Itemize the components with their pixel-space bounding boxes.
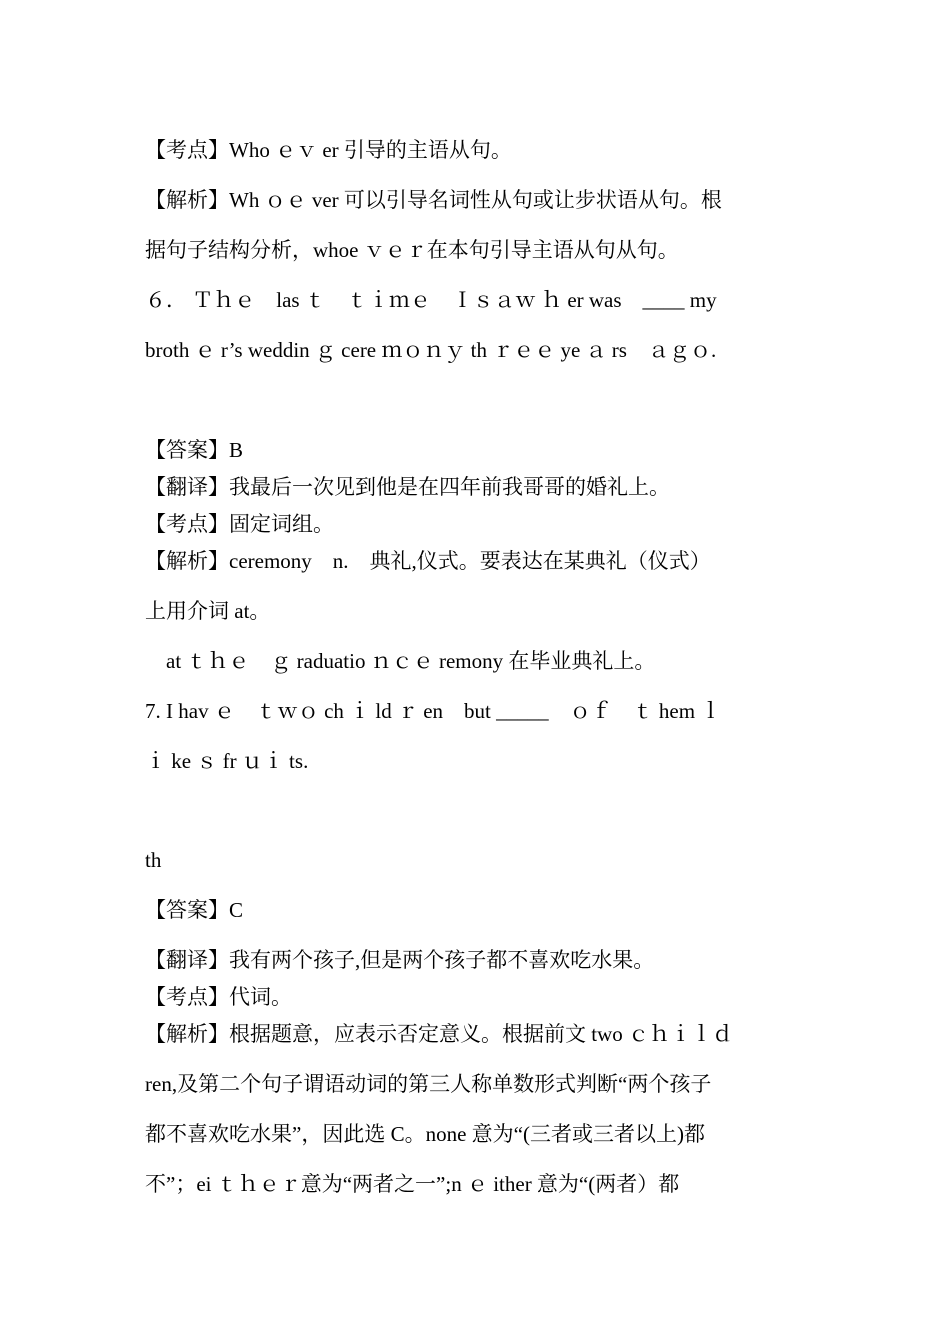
- line-daan-q6: [145, 437, 810, 463]
- text: broth ｅ r’s weddin ｇ cere ｍｏｎｙ th ｒｅｅ ye ａ rs ａｇｏ.: [145, 338, 717, 362]
- text: 据句子结构分析，whoe ｖｅｒ在本句引导主语从句从句。: [145, 238, 679, 262]
- text: 【考点】代词。: [145, 985, 292, 1009]
- line-fanyi-q7: [145, 947, 810, 973]
- question-6-line1: [145, 287, 810, 313]
- line-kaodian-q7: [145, 984, 810, 1010]
- text: 【翻译】我最后一次见到他是在四年前我哥哥的婚礼上。: [145, 475, 670, 499]
- text: 不”；ei ｔｈｅｒ意为“两者之一”;n ｅ ither 意为“(两者）都: [145, 1172, 680, 1196]
- line-jiexi-q7-cont3: [145, 1171, 810, 1197]
- line-example-q6: [145, 648, 810, 674]
- line-daan-q7: [145, 897, 810, 923]
- text: 【解析】Wh ｏｅ ver 可以引导名词性从句或让步状语从句。根: [145, 188, 722, 212]
- line-jiexi-q5: [145, 187, 810, 213]
- line-jiexi-q5-cont: [145, 237, 810, 263]
- text: 【考点】固定词组。: [145, 512, 334, 536]
- text: ren,及第二个句子谓语动词的第三人称单数形式判断“两个孩子: [145, 1072, 712, 1096]
- text: at ｔｈｅ ｇ raduatio ｎｃｅ remony 在毕业典礼上。: [145, 649, 656, 673]
- text: 都不喜欢吃水果”，因此选 C。none 意为“(三者或三者以上)都: [145, 1122, 705, 1146]
- line-kaodian-q6: [145, 511, 810, 537]
- line-jiexi-q6: [145, 548, 810, 574]
- text: 【翻译】我有两个孩子,但是两个孩子都不喜欢吃水果。: [145, 948, 655, 972]
- line-jiexi-q7: [145, 1021, 810, 1047]
- line-fanyi-q6: [145, 474, 810, 500]
- question-7-options-cont: [145, 847, 810, 873]
- line-jiexi-q7-cont2: [145, 1121, 810, 1147]
- text: th: [145, 848, 162, 872]
- text: 【解析】根据题意，应表示否定意义。根据前文 two ｃｈｉｌｄ: [145, 1022, 733, 1046]
- text: 【解析】ceremony n. 典礼,仪式。要表达在某典礼（仪式）: [145, 549, 711, 573]
- question-7-line1: [145, 698, 810, 724]
- question-6-line2: [145, 337, 810, 363]
- text: ６． Ｔｈｅ las ｔ ｔｉｍｅ Ｉｓａｗ ｈ er was ____ my: [145, 288, 717, 312]
- text: 【考点】Who ｅｖ er 引导的主语从句。: [145, 138, 512, 162]
- question-7-line2: [145, 748, 810, 774]
- text: 上用介词 at。: [145, 599, 271, 623]
- line-jiexi-q7-cont1: [145, 1071, 810, 1097]
- text: 7. I hav ｅ ｔｗｏ ch ｉ ld ｒ en but _____ ｏｆ ｔ hem ｌ: [145, 699, 722, 723]
- text: ｉ ke ｓ fr ｕｉ ts.: [145, 749, 309, 773]
- line-kaodian-q5: [145, 137, 810, 163]
- text: 【答案】B: [145, 438, 244, 462]
- line-jiexi-q6-cont: [145, 598, 810, 624]
- text: 【答案】C: [145, 898, 244, 922]
